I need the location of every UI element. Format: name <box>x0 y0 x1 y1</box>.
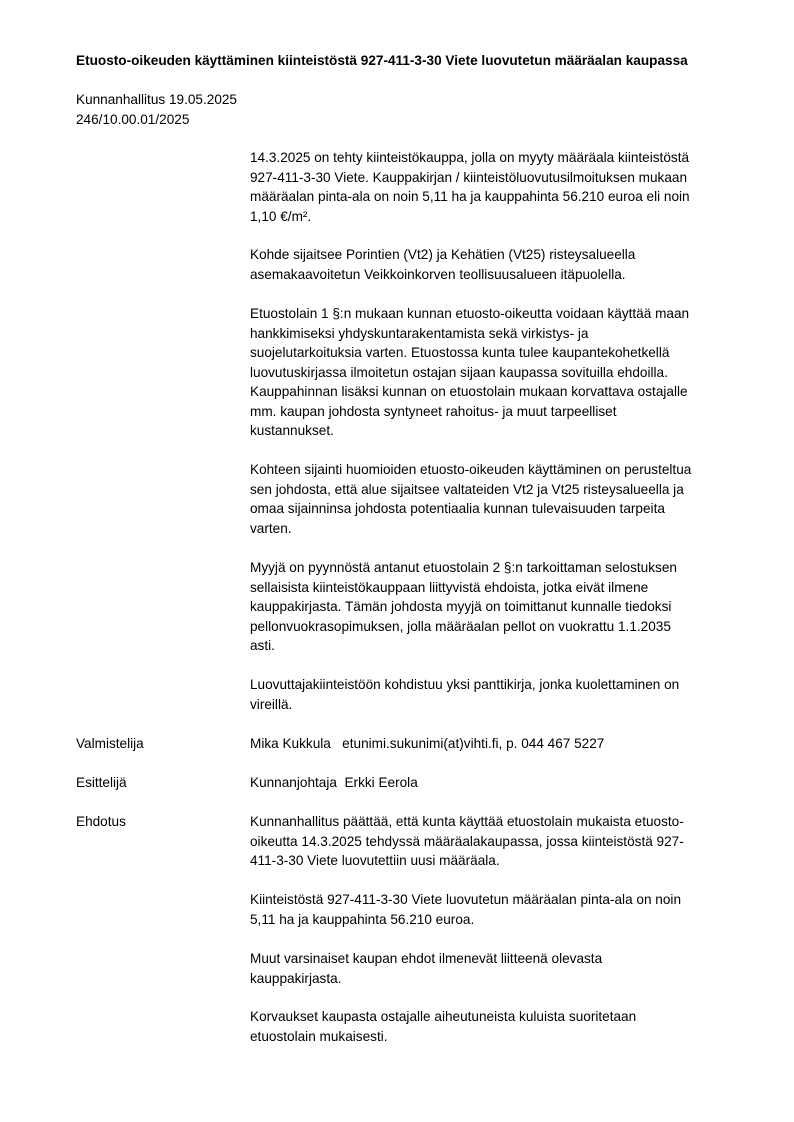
background-paragraph-4 <box>250 460 740 538</box>
text-line: Kohteen sijainti huomioiden etuosto-oikeuden käyttäminen on perusteltua <box>250 462 692 477</box>
text-line: Myyjä on pyynnöstä antanut etuostolain 2 §:n tarkoittaman selostuksen <box>250 560 677 575</box>
proposal-label: Ehdotus <box>76 814 126 829</box>
text-line: omaa sijainninsa johdosta potentiaalia kunnan tulevaisuuden tarpeita <box>250 501 665 516</box>
text-line: suojelutarkoituksia varten. Etuostossa kunta tulee kaupantekohetkellä <box>250 345 670 360</box>
text-line: kustannukset. <box>250 423 334 438</box>
proposal-paragraph-4 <box>250 1007 740 1046</box>
text-line: kauppakirjasta. <box>250 970 342 986</box>
text-line: Muut varsinaiset kaupan ehdot ilmenevät liitteenä olevasta <box>250 951 603 966</box>
text-line: luovutuskirjassa ilmoitetun ostajan sijaan kaupassa sovituilla ehdoilla. <box>250 364 668 380</box>
meeting-name: Kunnanhallitus 19.05.2025 <box>76 92 237 107</box>
meeting-info <box>76 90 237 129</box>
text-line: sen johdosta, että alue sijaitsee valtateiden Vt2 ja Vt25 risteysalueella ja <box>250 481 684 497</box>
text-line: etuostolain mukaisesti. <box>250 1028 388 1044</box>
presenter-label: Esittelijä <box>76 775 127 790</box>
preparer-value: Mika Kukkula etunimi.sukunimi(at)vihti.fi, p. 044 467 5227 <box>250 736 605 751</box>
background-paragraph-5 <box>250 558 740 656</box>
text-line: sellaisista kiinteistökauppaan liittyvistä ehdoista, jotka eivät ilmene <box>250 579 649 595</box>
text-line: Luovuttajakiinteistöön kohdistuu yksi panttikirja, jonka kuolettaminen on <box>250 677 680 692</box>
background-paragraph-1 <box>250 148 740 226</box>
text-line: oikeutta 14.3.2025 tehdyssä määräalakaupassa, jossa kiinteistöstä 927- <box>250 833 684 849</box>
preparer-label: Valmistelija <box>76 736 144 751</box>
background-paragraph-3 <box>250 304 740 441</box>
text-line: määräalan pinta-ala on noin 5,11 ha ja kauppahinta 56.210 euroa eli noin <box>250 189 690 204</box>
text-line: pellonvuokrasopimuksen, jolla määräalan pellot on vuokrattu 1.1.2035 <box>250 618 671 634</box>
text-line: Korvaukset kaupasta ostajalle aiheutuneista kuluista suoritetaan <box>250 1009 637 1024</box>
record-number: 246/10.00.01/2025 <box>76 111 190 127</box>
text-line: hankkimiseksi yhdyskuntarakentamista sekä virkistys- ja <box>250 325 589 341</box>
text-line: Kohde sijaitsee Porintien (Vt2) ja Kehätien (Vt25) risteysalueella <box>250 247 636 262</box>
text-line: 14.3.2025 on tehty kiinteistökauppa, jolla on myyty määräala kiinteistöstä <box>250 150 690 165</box>
text-line: mm. kaupan johdosta syntyneet rahoitus- ja muut tarpeelliset <box>250 403 617 419</box>
presenter-value: Kunnanjohtaja Erkki Eerola <box>250 775 418 790</box>
text-line: asemakaavoitetun Veikkoinkorven teollisuusalueen itäpuolella. <box>250 266 626 282</box>
text-line: varten. <box>250 520 292 536</box>
text-line: 5,11 ha ja kauppahinta 56.210 euroa. <box>250 911 475 927</box>
preparer-info <box>250 734 740 754</box>
text-line: Kiinteistöstä 927-411-3-30 Viete luovutetun määräalan pinta-ala on noin <box>250 892 682 907</box>
text-line: 1,10 €/m². <box>250 208 312 224</box>
document-title: Etuosto-oikeuden käyttäminen kiinteistöstä 927-411-3-30 Viete luovutetun määräalan kaupassa <box>76 53 688 68</box>
background-paragraph-6 <box>250 675 740 714</box>
text-line: kauppakirjasta. Tämän johdosta myyjä on toimittanut kunnalle tiedoksi <box>250 599 672 614</box>
text-line: Kunnanhallitus päättää, että kunta käyttää etuostolain mukaista etuosto- <box>250 814 684 829</box>
text-line: asti. <box>250 638 275 653</box>
proposal-paragraph-2 <box>250 890 740 929</box>
text-line: Etuostolain 1 §:n mukaan kunnan etuosto-oikeutta voidaan käyttää maan <box>250 306 690 321</box>
background-paragraph-2 <box>250 245 740 284</box>
proposal-paragraph-3 <box>250 949 740 988</box>
text-line: 411-3-30 Viete luovutettiin uusi määräala. <box>250 853 500 868</box>
presenter-info <box>250 773 740 793</box>
text-line: 927-411-3-30 Viete. Kauppakirjan / kiinteistöluovutusilmoituksen mukaan <box>250 169 688 185</box>
text-line: vireillä. <box>250 696 293 712</box>
proposal-paragraph-1 <box>250 812 740 871</box>
text-line: Kauppahinnan lisäksi kunnan on etuostolain mukaan korvattava ostajalle <box>250 384 688 399</box>
